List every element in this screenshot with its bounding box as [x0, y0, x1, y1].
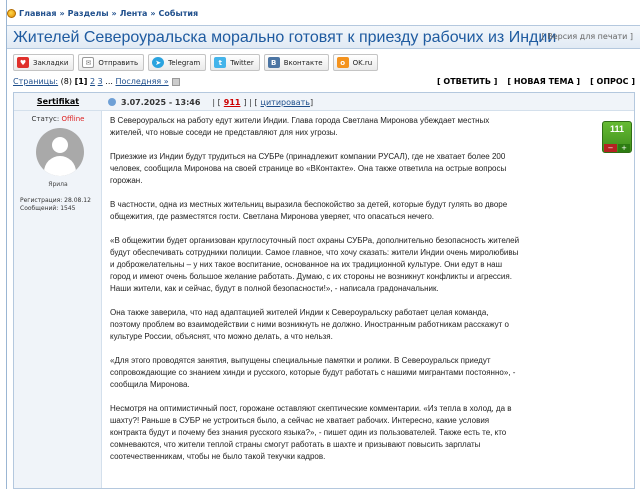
share-label: Закладки: [33, 58, 69, 67]
mail-icon: ✉: [82, 57, 94, 68]
post-number-link[interactable]: 911: [223, 97, 241, 107]
share-label: Twitter: [230, 58, 254, 67]
pagination: [13, 77, 180, 86]
status-badge: Offline: [61, 115, 85, 123]
pages-count: (8): [60, 77, 73, 86]
share-telegram-button[interactable]: [148, 54, 206, 71]
page-2-link[interactable]: 2: [90, 77, 96, 86]
message-count: Сообщений: 1545: [20, 205, 76, 212]
rating-plus-button[interactable]: +: [618, 144, 630, 152]
registration-date: Регистрация: 28.08.12: [20, 197, 91, 204]
post-body: [110, 115, 520, 475]
share-label: Telegram: [168, 58, 201, 67]
ok-icon: o: [337, 57, 349, 68]
breadcrumb-separator: »: [150, 8, 156, 18]
post-meta: 3.07.2025 - 13:46 | [ 911 ] | [ цитировать ]: [108, 93, 313, 111]
share-ok-button[interactable]: [333, 54, 379, 71]
post-header: [14, 93, 634, 111]
share-label: Отправить: [98, 58, 139, 67]
telegram-icon: ➤: [152, 57, 164, 68]
post-paragraph: «В общежитии будет организован круглосуточный пост охраны СУБРа, дополнительно безопасность жителей будут обеспечивать сотрудники полиции. Самое главное, что хочу сказать: жители Индии очень миролюбивы и доброжелательны – у них такое воспитание, основанное на их традиционной культуре. Они едут в наш город и имеют очень большое желание работать. Думаю, с их стороны не возникнут конфликты и агрессия. Наши жители, как и сейчас, будут в полной безопасности!», - написала градоначальник.: [110, 236, 520, 293]
post-paragraph: В Североуральск на работу едут жители Индии. Глава города Светлана Миронова убеждает местных жителей, что новые соседи не представляют для них угрозы.: [110, 116, 490, 137]
page-title: Жителей Североуральска морально готовят к приезду рабочих из Индии: [13, 29, 557, 46]
post-paragraph: В частности, одна из местных жительниц выразила беспокойство за детей, которые будут гулять во дворе общежития, где разместятся гости. Светлана Миронова уверяет, что опасаться нечего.: [110, 200, 508, 221]
last-page-link[interactable]: Последняя »: [115, 77, 169, 86]
breadcrumb-feed[interactable]: Лента: [119, 8, 148, 18]
breadcrumb-home[interactable]: Главная: [19, 8, 57, 18]
current-page: [1]: [74, 77, 88, 86]
post-paragraph: Несмотря на оптимистичный пост, горожане оставляют скептические комментарии. «Из тепла в холод, да в шахту?! Раньше в СУБР не устроиться было, а сейчас не хватает рабочих. Интересно, какие условия контракта будут и почему без знания русского языка?», - пишет один из пользователей. Также есть те, кто сомневаются, что жители теплой страны смогут работать в шахте и призывают повысить зарплаты соотечественникам, чтобы не было такой текучки кадров.: [110, 404, 512, 461]
quote-link[interactable]: цитировать: [260, 97, 310, 107]
share-twitter-button[interactable]: [210, 54, 259, 71]
post-paragraph: Она также заверила, что над адаптацией жителей Индии к Североуральску работает целая команда, поэтому проблем во взаимодействии с ними возникнуть не должно. Иностранным работникам расскажут о культуре России, объяснят, что можно делать, а что нельзя.: [110, 308, 509, 341]
post: [13, 92, 635, 489]
twitter-icon: t: [214, 57, 226, 68]
breadcrumb-separator: »: [59, 8, 65, 18]
page-3-link[interactable]: 3: [97, 77, 103, 86]
pages-label[interactable]: Страницы:: [13, 77, 59, 86]
topic-actions: [437, 77, 635, 86]
new-topic-button[interactable]: [ НОВАЯ ТЕМА ]: [507, 77, 581, 86]
post-date: 3.07.2025 - 13:46: [121, 97, 201, 107]
share-bookmarks-button[interactable]: [13, 54, 74, 71]
post-paragraph: «Для этого проводятся занятия, выпущены специальные памятки и ролики. В Североуральск приедут сопровождающие со знанием хинди и русского, которые будут работать с нашими мигрантами постоянно», - сообщила Миронова.: [110, 356, 516, 389]
author-stats: [20, 197, 91, 213]
avatar[interactable]: [36, 128, 84, 176]
breadcrumb: [7, 6, 198, 20]
post-marker-icon: [108, 98, 116, 106]
bookmark-icon: ♥: [17, 57, 29, 68]
page-jump-dropdown-icon[interactable]: [172, 78, 180, 86]
page-frame: [6, 0, 640, 489]
rating-value: 111: [609, 124, 625, 134]
rating-minus-button[interactable]: −: [604, 144, 617, 152]
author-panel: [14, 111, 102, 488]
topic-title-bar: [7, 25, 640, 49]
pages-ellipsis: ...: [105, 77, 113, 86]
star-icon: [7, 9, 16, 18]
share-label: Вконтакте: [283, 58, 323, 67]
author-status: Статус: Offline: [31, 115, 85, 123]
breadcrumb-sections[interactable]: Разделы: [67, 8, 109, 18]
reply-button[interactable]: [ ОТВЕТИТЬ ]: [436, 77, 498, 86]
breadcrumb-events[interactable]: События: [158, 8, 199, 18]
share-email-button[interactable]: [78, 54, 144, 71]
post-rating: [602, 121, 632, 153]
post-paragraph: Приезжие из Индии будут трудиться на СУБРе (принадлежит компании РУСАЛ), где не хватает более 200 человек, сообщила Миронова на своей странице во «ВКонтакте». Она также ответила на острые вопросы горожан.: [110, 152, 507, 185]
share-vk-button[interactable]: [264, 54, 329, 71]
poll-button[interactable]: [ ОПРОС ]: [590, 77, 635, 86]
share-label: OK.ru: [352, 58, 373, 67]
pagination-row: [13, 77, 635, 89]
user-rank: Ярила: [48, 181, 68, 188]
post-author-link[interactable]: Sertifikat: [36, 97, 80, 106]
print-version-link[interactable]: [ Версия для печати ]: [541, 32, 633, 41]
share-toolbar: [13, 54, 378, 72]
breadcrumb-separator: »: [111, 8, 117, 18]
vk-icon: B: [268, 57, 280, 68]
